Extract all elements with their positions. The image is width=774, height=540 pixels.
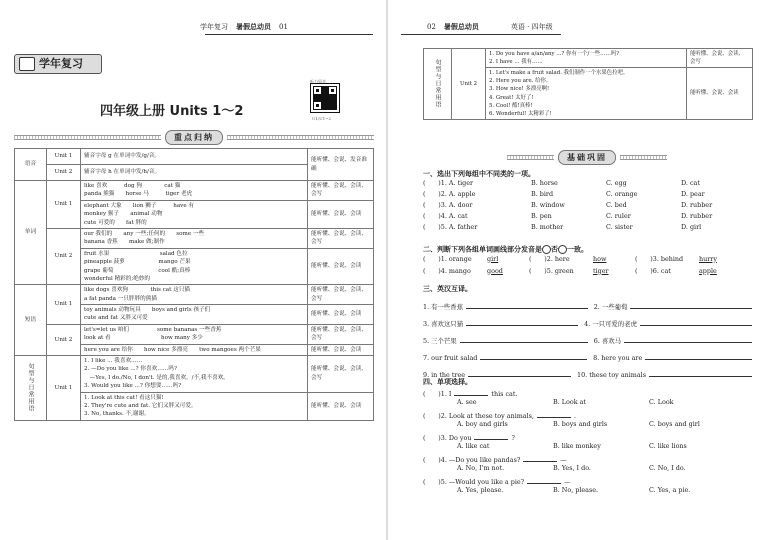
- cell-requirement: 能听懂、会说、发音准确: [308, 149, 374, 181]
- line: 2. They're cute and fat. 它们又胖又可爱。: [84, 402, 197, 409]
- page-title: 四年级上册 Units 1～2: [100, 104, 244, 119]
- header-section: 学年复习: [200, 23, 228, 31]
- prompt-text: 9. in the tree: [423, 370, 466, 379]
- line: 5. Cool! 酷!真棒!: [489, 102, 533, 109]
- exercise-title: 一、选出下列每组中不同类的一项。: [423, 170, 535, 178]
- options-row: [423, 398, 758, 409]
- option-text: C. sister: [606, 223, 633, 232]
- qr-caption: 听力原音: [310, 79, 326, 84]
- book-icon: [19, 57, 35, 71]
- cell-requirement: 能听懂、会说、会读、会写: [308, 356, 374, 393]
- option-text: B. pen: [531, 212, 552, 221]
- exercise-1-items: [423, 179, 758, 234]
- cell-content: [81, 392, 308, 420]
- prompt-text: 4. 一只可爱的老虎: [584, 319, 637, 328]
- line: —Yes, I do./No, I don't. 是的,我喜欢。/不,我不喜欢。: [84, 374, 229, 381]
- option-text: D. girl: [681, 223, 702, 232]
- answer-blank[interactable]: [645, 359, 752, 360]
- question-label: ( )5. green: [529, 266, 574, 275]
- line: let's=let us 咱们 some bananas 一些香蕉: [84, 326, 222, 333]
- option-text: A. No, I'm not.: [457, 464, 505, 473]
- line: a fat panda 一只胖胖的熊猫: [84, 295, 157, 302]
- cell-content: [81, 285, 308, 305]
- section-label: 学年复习: [39, 57, 83, 70]
- line: grape 葡萄 cool 酷;真棒: [84, 267, 191, 274]
- question-label: ( )3. behind: [635, 254, 684, 263]
- option-text: A. see: [457, 398, 477, 407]
- cell-content: [81, 344, 308, 355]
- sentence-table: [423, 48, 753, 120]
- cell-content: 辅音字母 h 在单词中发/h/音。: [81, 165, 308, 181]
- section-badge: [14, 54, 102, 74]
- stem-text: —: [560, 455, 567, 464]
- option-text: D. pear: [681, 190, 705, 199]
- cell-requirement: 能听懂、会说、会读: [308, 305, 374, 325]
- exercise-1: [423, 170, 758, 234]
- prompt-text: 5. 三个芒果: [423, 336, 457, 345]
- stem-text: ( )5. —Would you like a pie?: [423, 477, 525, 486]
- question-row: [423, 201, 758, 212]
- question-stem: [423, 453, 758, 464]
- line: wonderful 精彩的;绝妙的: [84, 275, 151, 282]
- underlined-word: hurry: [699, 254, 717, 263]
- line: fruit 水果 salad 色拉: [84, 250, 188, 257]
- cell-content: [81, 324, 308, 344]
- cell-requirement: 能听懂、会说、会读、会写: [308, 228, 374, 248]
- option-text: B. Look at: [553, 398, 586, 407]
- cell-requirement: 能听懂、会说、会读、会写: [308, 324, 374, 344]
- line: elephant 大象 lion 狮子 have 有: [84, 202, 195, 209]
- cell-content: [81, 200, 308, 228]
- question-stem: [423, 475, 758, 486]
- option-text: C. boys and girl: [649, 420, 700, 429]
- cell-category: 短语: [15, 285, 47, 356]
- answer-blank[interactable]: [468, 376, 571, 377]
- cell-content: [81, 356, 308, 393]
- stem-text: ?: [511, 433, 515, 442]
- option-text: ( )1. A. tiger: [423, 179, 474, 188]
- header-rule: [205, 34, 373, 35]
- question-row: [423, 223, 758, 234]
- header-grade: 英语 · 四年级: [510, 23, 553, 31]
- title-part: 二、判断下列各组单词画线部分发音是: [423, 245, 542, 254]
- page-number: 02: [427, 23, 436, 31]
- option-text: B. like monkey: [553, 442, 601, 451]
- translation-row: [423, 311, 758, 328]
- qr-code: [311, 84, 339, 112]
- option-text: C. ruler: [606, 212, 631, 221]
- answer-blank[interactable]: [537, 417, 571, 418]
- translation-row: [423, 345, 758, 362]
- exercise-title: 三、英汉互译。: [423, 285, 472, 293]
- option-text: D. cat: [681, 179, 700, 188]
- line: panda 熊猫 horse 马 tiger 老虎: [84, 191, 193, 198]
- option-text: A. Yes, please.: [457, 486, 504, 495]
- cell-unit: Unit 2: [47, 324, 81, 355]
- question-row: [423, 179, 758, 190]
- banner-label: 重点归纳: [165, 130, 223, 145]
- question-label: ( )1. orange: [423, 254, 472, 263]
- cell-unit: Unit 1: [47, 181, 81, 229]
- cell-requirement: 能听懂、会说、会读、会写: [308, 181, 374, 201]
- banner-label: 基础巩固: [558, 150, 616, 165]
- banner-basics: [507, 150, 667, 164]
- option-text: B. mother: [531, 223, 564, 232]
- stem-text: .: [573, 411, 577, 420]
- line: our 我们的 any 一些;任何的 some 一些: [84, 230, 205, 237]
- option-text: D. rubber: [681, 201, 713, 210]
- question-label: ( )2. here: [529, 254, 570, 263]
- line: here you are 给你 how nice 多漂亮 two mangoes 两个芒果: [84, 346, 261, 353]
- cell-requirement: 能听懂、会说、会读: [308, 248, 374, 285]
- exercise-2-items: [423, 255, 758, 279]
- vertical-label: 句型与日常用语: [434, 59, 441, 109]
- cell-content: [486, 68, 687, 120]
- question-stem: [423, 387, 758, 398]
- cell-content: [81, 181, 308, 201]
- question-row: [423, 255, 758, 267]
- stem-text: this cat.: [491, 389, 518, 398]
- option-text: C. orange: [606, 190, 638, 199]
- option-text: D. rubber: [681, 212, 713, 221]
- line: pineapple 菠萝 mango 芒果: [84, 259, 191, 266]
- line: cute 可爱的 fat 胖的: [84, 219, 147, 226]
- options-row: [423, 464, 758, 475]
- line: 1. Let's make a fruit salad. 我们制作一个水果色拉吧。: [489, 70, 629, 77]
- option-text: C. egg: [606, 179, 627, 188]
- question-row: [423, 267, 758, 279]
- line: like 喜欢 dog 狗 cat 猫: [84, 183, 181, 189]
- cell-requirement: 能听懂、会说、会读: [687, 68, 753, 120]
- header-rule: [401, 34, 561, 35]
- cell-requirement: 能听懂、会说、会读: [308, 344, 374, 355]
- underlined-word: apple: [699, 266, 717, 275]
- exercise-4: [423, 378, 758, 497]
- line: cute and fat 又胖又可爱: [84, 315, 148, 322]
- prompt-text: 10. these toy animals: [577, 370, 646, 379]
- option-text: ( )4. A. cat: [423, 212, 468, 221]
- title-part: 一致。: [567, 245, 588, 254]
- question-stem: [423, 409, 758, 420]
- smile-face-icon: [542, 245, 551, 254]
- answer-blank[interactable]: [630, 308, 752, 309]
- exercise-3: [423, 285, 758, 379]
- cell-requirement: 能听懂、会说、会读: [308, 392, 374, 420]
- exercise-title: [423, 245, 758, 255]
- cell-content: 辅音字母 g 在单词中发/g/音。: [81, 149, 308, 165]
- stem-text: ( )3. Do you: [423, 433, 472, 442]
- line: 3. Would you like ...? 你想要……吗?: [84, 383, 182, 390]
- cell-unit: Unit 1: [47, 285, 81, 325]
- option-text: B. Yes, I do.: [553, 464, 591, 473]
- option-text: C. Yes, a pie.: [649, 486, 691, 495]
- exercise-title: 四、单项选择。: [423, 378, 472, 386]
- cell-content: [81, 305, 308, 325]
- cell-content: [81, 248, 308, 285]
- line: 1. Look at this cat! 看这只猫!: [84, 394, 164, 401]
- summary-table: [14, 148, 374, 421]
- answer-blank[interactable]: [640, 325, 752, 326]
- question-stem: [423, 431, 758, 442]
- answer-blank[interactable]: [454, 395, 488, 396]
- stem-text: ( )2. Look at these toy animals,: [423, 411, 534, 420]
- options-row: [423, 442, 758, 453]
- line: 6. Wonderful! 太精彩了!: [489, 110, 552, 117]
- cell-requirement: 能听懂、会说、会读、会写: [308, 285, 374, 305]
- option-text: B. boys and girls: [553, 420, 608, 429]
- question-label: ( )6. cat: [635, 266, 671, 275]
- line: like dogs 喜欢狗 this cat 这只猫: [84, 287, 190, 294]
- line: toy animals 动物玩具 boys and girls 孩子们: [84, 307, 211, 314]
- sad-face-icon: [558, 245, 567, 254]
- qr-caption-code: U1/U1~2: [312, 116, 332, 121]
- prompt-text: 7. our fruit salad: [423, 353, 478, 362]
- option-text: C. bed: [606, 201, 627, 210]
- line: look at 看 how many 多少: [84, 335, 203, 342]
- cell-unit: Unit 2: [47, 165, 81, 181]
- line: 1. Do you have a/an/any ...? 你有一个/一些……吗?: [489, 51, 620, 57]
- line: 2. —Do you like ...? 你喜欢……吗?: [84, 366, 177, 373]
- prompt-text: 3. 喜欢这只猫: [423, 319, 464, 328]
- option-text: B. window: [531, 201, 565, 210]
- running-header: [427, 22, 553, 32]
- prompt-text: 2. 一些葡萄: [593, 302, 628, 311]
- exercise-3-items: [423, 294, 758, 379]
- header-brand: 暑假总动员: [443, 23, 479, 31]
- answer-blank[interactable]: [466, 308, 588, 309]
- line: 2. I have ... 我有……: [489, 59, 543, 66]
- cell-unit: Unit 1: [47, 356, 81, 421]
- options-row: [423, 486, 758, 497]
- underlined-word: good: [487, 266, 503, 275]
- question-row: [423, 212, 758, 223]
- line: 3. How nice! 多漂亮啊!: [489, 86, 550, 93]
- prompt-text: 1. 有一些香蕉: [423, 302, 464, 311]
- cell-unit: Unit 2: [452, 49, 486, 120]
- option-text: ( )3. A. door: [423, 201, 473, 210]
- cell-unit: Unit 2: [47, 228, 81, 284]
- running-header: [200, 22, 288, 32]
- answer-blank[interactable]: [523, 461, 557, 462]
- line: 4. Great! 太好了!: [489, 94, 534, 101]
- options-row: [423, 420, 758, 431]
- answer-blank[interactable]: [527, 483, 561, 484]
- prompt-text: 6. 喜欢马: [593, 336, 622, 345]
- option-text: B. horse: [531, 179, 558, 188]
- option-text: C. No, I do.: [649, 464, 686, 473]
- answer-blank[interactable]: [480, 359, 587, 360]
- option-text: A. boy and girls: [457, 420, 508, 429]
- translation-row: [423, 294, 758, 311]
- option-text: B. bird: [531, 190, 554, 199]
- cell-content: [486, 49, 687, 68]
- cell-category: [15, 356, 47, 421]
- exercise-4-items: [423, 387, 758, 497]
- option-text: ( )5. A. father: [423, 223, 478, 232]
- answer-blank[interactable]: [474, 439, 508, 440]
- banner-key-points: [14, 130, 374, 144]
- underlined-word: girl: [487, 254, 499, 263]
- right-page: [387, 0, 774, 540]
- cell-category: 单词: [15, 181, 47, 285]
- cell-category: [424, 49, 452, 120]
- line: 2. Here you are. 给你。: [489, 78, 552, 85]
- translation-row: [423, 362, 758, 379]
- answer-blank[interactable]: [649, 376, 752, 377]
- option-text: B. No, please.: [553, 486, 599, 495]
- underlined-word: tiger: [593, 266, 609, 275]
- line: 1. I like ... 我喜欢……: [84, 358, 143, 365]
- option-text: A. like cat: [457, 442, 490, 451]
- option-text: C. Look: [649, 398, 674, 407]
- line: monkey 猴子 animal 动物: [84, 211, 163, 218]
- cell-category: 语音: [15, 149, 47, 181]
- page-number: 01: [279, 23, 288, 31]
- line: 3. No, thanks. 不,谢谢。: [84, 411, 150, 418]
- title-part: 否: [551, 245, 558, 254]
- answer-blank[interactable]: [466, 325, 578, 326]
- cell-content: [81, 228, 308, 248]
- prompt-text: 8. here you are: [593, 353, 643, 362]
- cell-requirement: 能听懂、会说、会读、会写: [687, 49, 753, 68]
- cell-unit: Unit 1: [47, 149, 81, 165]
- underlined-word: how: [593, 254, 607, 263]
- cell-requirement: 能听懂、会说、会读: [308, 200, 374, 228]
- line: banana 香蕉 make 做;制作: [84, 239, 165, 246]
- stem-text: ( )1. I: [423, 389, 452, 398]
- exercise-2: [423, 245, 758, 279]
- vertical-label: 句型与日常用语: [27, 363, 34, 413]
- option-text: ( )2. A. apple: [423, 190, 476, 199]
- header-brand: 暑假总动员: [236, 23, 271, 31]
- translation-row: [423, 328, 758, 345]
- answer-blank[interactable]: [460, 342, 588, 343]
- option-text: C. like lions: [649, 442, 687, 451]
- question-label: ( )4. mango: [423, 266, 471, 275]
- stem-text: ( )4. —Do you like pandas?: [423, 455, 521, 464]
- stem-text: —: [564, 477, 571, 486]
- question-row: [423, 190, 758, 201]
- answer-blank[interactable]: [624, 342, 752, 343]
